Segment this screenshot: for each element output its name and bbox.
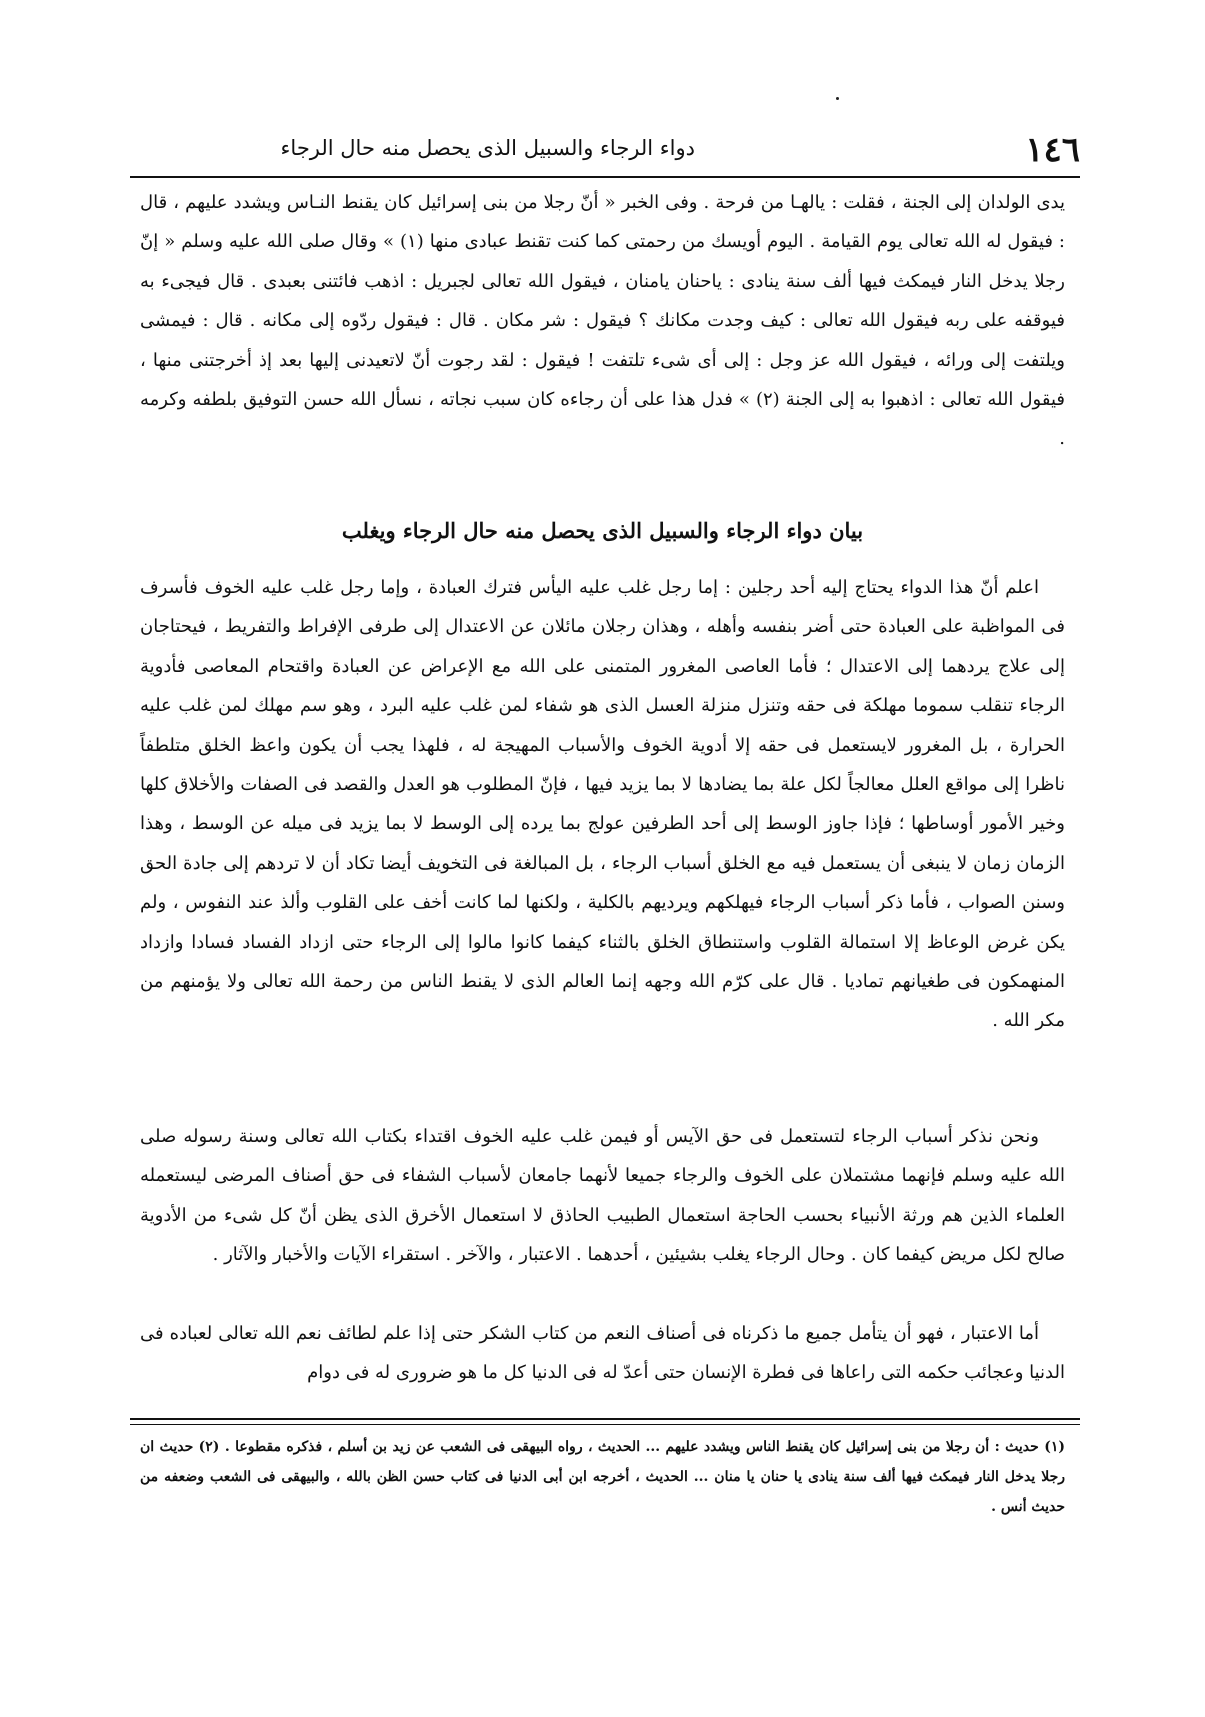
paragraph-continuation: يدى الولدان إلى الجنة ، فقلت : يالهـا من فرحة . وفى الخبر « أنّ رجلا من بنى إسرائيل كان يقنط النـاس ويشدد عليهم ، قال : فيقول له الله تعالى يوم القيامة . اليوم أويسك من رحمتى كما كنت تقنط عبادى منها (١) » وقال صلى الله عليه وسلم « إنّ رجلا يدخل النار فيمكث فيها ألف سنة ينادى : ياحنان يامنان ، فيقول الله تعالى لجبريل : اذهب فائتنى بعبدى . قال فيجىء به فيوقفه على ربه فيقول الله تعالى : كيف وجدت مكانك ؟ فيقول : شر مكان . قال : فيقول ردّوه إلى مكانه . قال : فيمشى ويلتفت إلى ورائه ، فيقول الله عز وجل : إلى أى شىء تلتفت ! فيقول : لقد رجوت أنّ لاتعيدنى إليها بعد إذ أخرجتنى منها ، فيقول الله تعالى : اذهبوا به إلى الجنة (٢) » فدل هذا على أن رجاءه كان سبب نجاته ، نسأل الله حسن التوفيق بلطفه وكرمه . — [140, 192, 1066, 450]
print-speck — [836, 97, 839, 100]
paragraph-remedy-intro: اعلم أنّ هذا الدواء يحتاج إليه أحد رجلين : إما رجل غلب عليه اليأس فترك العبادة ، وإما رجل غلب عليه الخوف فأسرف فى المواظبة على العبادة حتى أضر بنفسه وأهله ، وهذان رجلان مائلان عن الاعتدال إلى طرفى الإفراط والتفريط ، فيحتاجان إلى علاج يردهما إلى الاعتدال ؛ فأما العاصى المغرور المتمنى على الله مع الإعراض عن العبادة واقتحام المعاصى فأدوية الرجاء تنقلب سموما مهلكة فى حقه وتنزل منزلة العسل الذى هو شفاء لمن غلب عليه البرد ، وهو سم مهلك لمن غلب عليه الحرارة ، بل المغرور لايستعمل فى حقه إلا أدوية الخوف والأسباب المهيجة له ، فلهذا يجب أن يكون واعظ الخلق متلطفاً ناظرا إلى مواقع العلل معالجاً لكل علة بما يضادها لا بما يزيد فيها ، فإنّ المطلوب هو العدل والقصد فى الصفات والأخلاق كلها وخير الأمور أوساطها ؛ فإذا جاوز الوسط إلى أحد الطرفين عولج بما يرده إلى الوسط لا بما يزيد فى ميله عن الوسط ، وهذا الزمان زمان لا ينبغى أن يستعمل فيه مع الخلق أسباب الرجاء ، بل المبالغة فى التخويف أيضا تكاد أن لا تردهم إلى جادة الحق وسنن الصواب ، فأما ذكر أسباب الرجاء فيهلكهم ويرديهم بالكلية ، ولكنها لما كانت أخف على القلوب وألذ عند النفوس ، ولم يكن غرض الوعاظ إلا استمالة القلوب واستنطاق الخلق بالثناء كيفما كانوا مالوا إلى الرجاء حتى ازداد الفساد فسادا وازداد المنهمكون فى طغيانهم تماديا . قال على كرّم الله وجهه إنما العالم الذى لا يقنط الناس من رحمة الله تعالى ولا يؤمنهم من مكر الله . — [140, 577, 1065, 1032]
section-heading: بيان دواء الرجاء والسبيل الذى يحصل منه حال الرجاء ويغلب — [341, 518, 864, 543]
paragraph-reflection: أما الاعتبار ، فهو أن يتأمل جميع ما ذكرناه فى أصناف النعم من كتاب الشكر حتى إذا علم لطائف نعم الله تعالى لعباده فى الدنيا وعجائب حكمه التى راعاها فى فطرة الإنسان حتى أعدّ له فى الدنيا كل ما هو ضرورى له فى دوام — [140, 1323, 1065, 1384]
header-divider — [130, 176, 1080, 178]
running-title: دواء الرجاء والسبيل الذى يحصل منه حال الرجاء — [280, 136, 695, 160]
paragraph-causes-of-hope: ونحن نذكر أسباب الرجاء لتستعمل فى حق الآيس أو فيمن غلب عليه الخوف اقتداء بكتاب الله تعالى وسنة رسوله صلى الله عليه وسلم فإنهما مشتملان على الخوف والرجاء جميعا لأنهما جامعان لأسباب الشفاء فى حق أصناف المرضى ليستعمله العلماء الذين هم ورثة الأنبياء بحسب الحاجة استعمال الطبيب الحاذق لا استعمال الأخرق الذى يظن أنّ كل شىء من الأدوية صالح لكل مريض كيفما كان . وحال الرجاء يغلب بشيئين ، أحدهما . الاعتبار ، والآخر . استقراء الآيات والأخبار والآثار . — [140, 1126, 1065, 1266]
footnote-divider-thin — [130, 1424, 1080, 1425]
page-header — [130, 128, 1080, 172]
footnote-divider — [130, 1418, 1080, 1420]
page-number: ١٤٦ — [1025, 130, 1080, 170]
footnotes: (١) حديث : أن رجلا من بنى إسرائيل كان يقنط الناس ويشدد عليهم ... الحديث ، رواه البيهقى فى الشعب عن زيد بن أسلم ، فذكره مقطوعا . (٢) حديث ان رجلا يدخل النار فيمكث فيها ألف سنة ينادى يا حنان يا منان ... الحديث ، أخرجه ابن أبى الدنيا فى كتاب حسن الظن بالله ، والبيهقى فى الشعب وضعفه من حديث أنس . — [140, 1439, 1065, 1515]
